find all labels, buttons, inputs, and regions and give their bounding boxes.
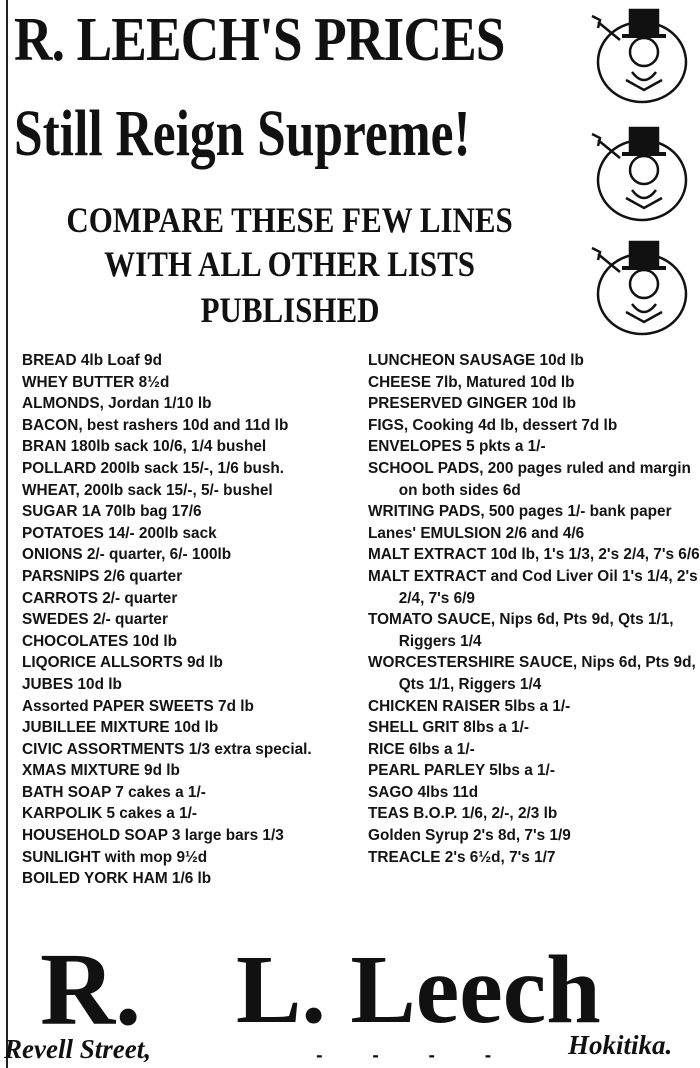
list-item: FIGS, Cooking 4d lb, dessert 7d lb [368, 416, 618, 434]
list-item: POLLARD 200lb sack 15/-, 1/6 bush. [22, 459, 285, 477]
list-item: TREACLE 2's 6½d, 7's 1/7 [368, 848, 556, 866]
list-item: Lanes' EMULSION 2/6 and 4/6 [368, 524, 585, 542]
list-item: WHEY BUTTER 8½d [22, 373, 170, 391]
list-item: CARROTS 2/- quarter [22, 589, 178, 607]
list-item: BATH SOAP 7 cakes a 1/- [22, 783, 206, 801]
list-item: LUNCHEON SAUSAGE 10d lb [368, 352, 584, 369]
address-dashes: - - - - [316, 1046, 514, 1065]
list-item: CHOCOLATES 10d lb [22, 632, 178, 650]
mascot-figure-icon [580, 232, 700, 342]
list-item: BREAD 4lb Loaf 9d [22, 352, 162, 369]
list-item: MALT EXTRACT and Cod Liver Oil 1's 1/4, 2's 2/4, 7's 6/9 [368, 567, 698, 607]
list-item: MALT EXTRACT 10d lb, 1's 1/3, 2's 2/4, 7's 6/6 [368, 546, 700, 564]
list-item: SWEDES 2/- quarter [22, 611, 168, 629]
list-item: LIQORICE ALLSORTS 9d lb [22, 654, 223, 672]
list-item: WRITING PADS, 500 pages 1/- bank paper [368, 503, 672, 521]
list-item: CHEESE 7lb, Matured 10d lb [368, 373, 575, 391]
subheading-line-2: WITH ALL OTHER LISTS [104, 244, 476, 284]
list-item: HOUSEHOLD SOAP 3 large bars 1/3 [22, 827, 284, 845]
list-item: SUNLIGHT with mop 9½d [22, 848, 208, 866]
list-item: KARPOLIK 5 cakes a 1/- [22, 805, 198, 823]
list-item: WHEAT, 200lb sack 15/-, 5/- bushel [22, 481, 273, 499]
list-item: POTATOES 14/- 200lb sack [22, 524, 217, 542]
list-item: SAGO 4lbs 11d [368, 783, 479, 801]
merchant-name [0, 932, 700, 1047]
list-item: RICE 6lbs a 1/- [368, 740, 475, 758]
list-item: SHELL GRIT 8lbs a 1/- [368, 719, 530, 737]
subheading-line-1: COMPARE THESE FEW LINES [66, 200, 514, 240]
list-item: BRAN 180lb sack 10/6, 1/4 bushel [22, 438, 267, 456]
list-item: JUBES 10d lb [22, 675, 122, 693]
list-item: Assorted PAPER SWEETS 7d lb [22, 697, 254, 715]
list-item: BACON, best rashers 10d and 11d lb [22, 416, 289, 434]
list-item: Golden Syrup 2's 8d, 7's 1/9 [368, 827, 571, 845]
list-item: ALMONDS, Jordan 1/10 lb [22, 395, 212, 413]
list-item: WORCESTERSHIRE SAUCE, Nips 6d, Pts 9d, Qts 1/1, Riggers 1/4 [368, 654, 696, 693]
list-item: SCHOOL PADS, 200 pages ruled and margin on both sides 6d [368, 459, 691, 499]
list-item: PRESERVED GINGER 10d lb [368, 395, 576, 413]
subheading-line-3: PUBLISHED [200, 290, 380, 330]
merchant-initial: R. [40, 932, 142, 1047]
list-item: SUGAR 1A 70lb bag 17/6 [22, 503, 202, 521]
address-street: Revell Street, [4, 1034, 151, 1064]
headline-title: R. LEECH'S PRICES [14, 6, 505, 74]
list-item: PEARL PARLEY 5lbs a 1/- [368, 762, 555, 780]
list-item: TOMATO SAUCE, Nips 6d, Pts 9d, Qts 1/1, Riggers 1/4 [368, 611, 674, 650]
list-item: TEAS B.O.P. 1/6, 2/-, 2/3 lb [368, 805, 558, 823]
list-item: CIVIC ASSORTMENTS 1/3 extra special. [22, 740, 312, 758]
address-town: Hokitika. [568, 1030, 673, 1060]
list-item: XMAS MIXTURE 9d lb [22, 762, 180, 780]
list-item: BOILED YORK HAM 1/6 lb [22, 870, 212, 888]
price-list-left [22, 350, 362, 890]
mascot-figure-icon [580, 0, 700, 110]
price-list-right [368, 350, 698, 868]
list-item: ONIONS 2/- quarter, 6/- 100lb [22, 546, 232, 564]
headline-slogan: Still Reign Supreme! [14, 97, 471, 170]
mascot-figure-icon [580, 118, 700, 228]
list-item: CHICKEN RAISER 5lbs a 1/- [368, 697, 571, 715]
list-item: PARSNIPS 2/6 quarter [22, 567, 183, 585]
list-item: JUBILLEE MIXTURE 10d lb [22, 719, 219, 737]
left-border-rule [6, 0, 8, 1068]
list-item: ENVELOPES 5 pkts a 1/- [368, 438, 546, 456]
merchant-surname: L. Leech [236, 936, 601, 1044]
